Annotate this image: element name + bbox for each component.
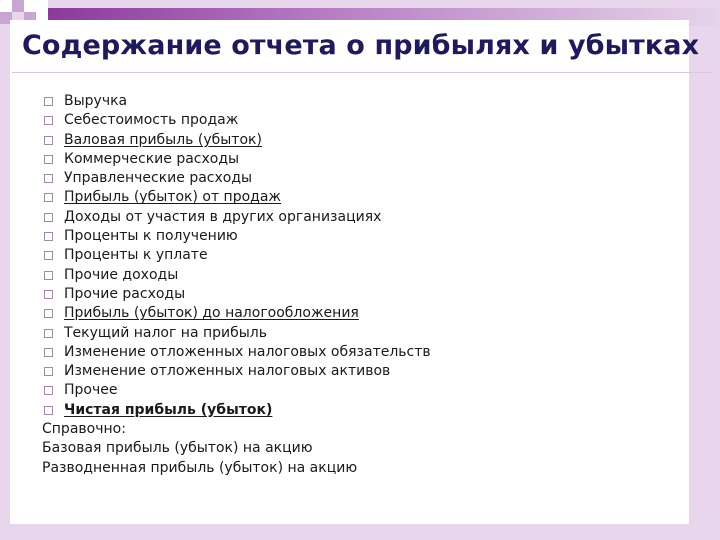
square-bullet-icon: [44, 290, 53, 299]
list-item: [44, 285, 431, 304]
item-text: Изменение отложенных налоговых активов: [64, 363, 391, 380]
list-item: [44, 324, 431, 343]
item-text: Себестоимость продаж: [64, 112, 239, 129]
square-bullet-icon: [44, 271, 53, 280]
item-text: Валовая прибыль (убыток): [64, 131, 262, 148]
item-text: Изменение отложенных налоговых обязательств: [64, 343, 431, 360]
corner-square: [12, 0, 24, 12]
list-item: [44, 169, 431, 188]
square-bullet-icon: [44, 406, 53, 415]
corner-square: [0, 0, 12, 12]
list-item: [44, 266, 431, 285]
list-item: [44, 92, 431, 111]
square-bullet-icon: [44, 309, 53, 318]
slide-title: Содержание отчета о прибылях и убытках: [22, 30, 700, 61]
list-item: [44, 208, 431, 227]
square-bullet-icon: [44, 386, 53, 395]
square-bullet-icon: [44, 155, 53, 164]
list-item: [44, 401, 431, 420]
list-item: [44, 131, 431, 150]
item-text: Проценты к получению: [64, 228, 238, 245]
item-text: Коммерческие расходы: [64, 150, 240, 167]
square-bullet-icon: [44, 367, 53, 376]
list-item: [44, 150, 431, 169]
list-item: [44, 343, 431, 362]
square-bullet-icon: [44, 193, 53, 202]
square-bullet-icon: [44, 116, 53, 125]
list-item: [44, 246, 431, 265]
list-item: [44, 381, 431, 400]
item-text: Доходы от участия в других организациях: [64, 208, 382, 225]
square-bullet-icon: [44, 329, 53, 338]
reference-line: [42, 459, 431, 478]
square-bullet-icon: [44, 213, 53, 222]
square-bullet-icon: [44, 348, 53, 357]
report-items-list: [44, 92, 431, 478]
item-text: Прочие расходы: [64, 285, 186, 302]
item-text: Управленческие расходы: [64, 170, 253, 187]
square-bullet-icon: [44, 251, 53, 260]
title-divider: [12, 72, 712, 73]
item-text: Выручка: [64, 93, 128, 109]
reference-label: [42, 420, 431, 439]
list-item: [44, 111, 431, 130]
square-bullet-icon: [44, 232, 53, 241]
corner-square: [36, 0, 48, 12]
item-text: Прибыль (убыток) от продаж: [64, 189, 282, 206]
square-bullet-icon: [44, 174, 53, 183]
reference-line: [42, 439, 431, 458]
reference-line-text: Разводненная прибыль (убыток) на акцию: [42, 459, 358, 476]
reference-line-text: Базовая прибыль (убыток) на акцию: [42, 440, 313, 457]
list-item: [44, 304, 431, 323]
item-text: Прочее: [64, 382, 118, 399]
square-bullet-icon: [44, 97, 53, 106]
item-text: Прибыль (убыток) до налогообложения: [64, 305, 359, 322]
corner-square: [24, 0, 36, 12]
item-text: Текущий налог на прибыль: [64, 324, 267, 341]
item-text: Чистая прибыль (убыток): [64, 401, 273, 418]
list-item: [44, 188, 431, 207]
list-item: [44, 227, 431, 246]
reference-label-text: Справочно:: [42, 421, 126, 438]
item-text: Прочие доходы: [64, 266, 179, 283]
item-text: Проценты к уплате: [64, 247, 208, 264]
list-item: [44, 362, 431, 381]
square-bullet-icon: [44, 136, 53, 145]
